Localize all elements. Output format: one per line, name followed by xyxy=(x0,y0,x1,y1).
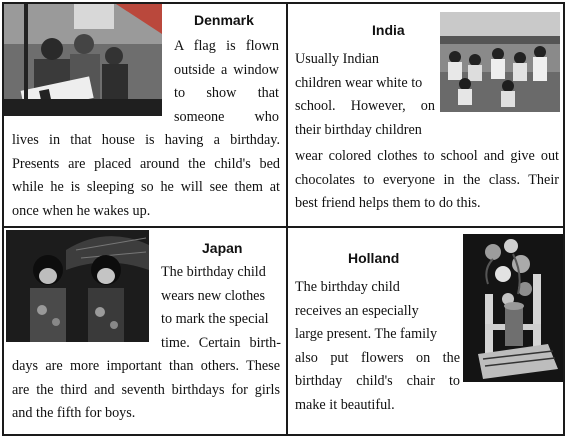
text-line: to mark the special xyxy=(161,311,269,328)
text-line: time. Certain birth- xyxy=(161,334,281,351)
text-line: The birthday child xyxy=(161,264,266,280)
text-line: children wear white to xyxy=(295,74,423,91)
india-text-left xyxy=(295,48,435,142)
text-line: best friend helps them to do this. xyxy=(295,195,481,212)
text-line: Usually Indian xyxy=(295,51,379,67)
text-line: their birthday children xyxy=(295,121,422,138)
text-line: A flag is flown xyxy=(174,38,279,54)
denmark-text-right xyxy=(174,35,279,129)
text-line: wear colored clothes to school and give out xyxy=(295,148,559,164)
india-text-full xyxy=(295,145,559,216)
japan-photo xyxy=(6,230,149,342)
text-line: birthday child's chair to xyxy=(295,373,460,390)
text-line: outside a window xyxy=(174,61,279,78)
japan-cell xyxy=(4,228,286,436)
holland-photo xyxy=(463,234,563,382)
text-line: once when he wakes up. xyxy=(12,202,151,219)
text-line: days are more important than others. These xyxy=(12,358,280,374)
holland-title: Holland xyxy=(348,250,400,266)
text-line: lives in that house is having a birthday. xyxy=(12,132,280,148)
denmark-photo xyxy=(4,4,162,116)
text-line: are the third and seventh birthdays for girls xyxy=(12,381,280,398)
india-title: India xyxy=(372,22,405,38)
text-line: Presents are placed around the child's bed xyxy=(12,155,280,172)
text-line: wears new clothes xyxy=(161,287,266,304)
text-line: The birthday child xyxy=(295,279,400,295)
japan-text-full xyxy=(12,355,280,426)
india-photo xyxy=(440,12,560,112)
denmark-text-full xyxy=(12,129,280,223)
denmark-title: Denmark xyxy=(194,12,254,28)
text-line: large present. The family xyxy=(295,326,438,343)
text-line: and the fifth for boys. xyxy=(12,405,136,422)
text-line: while he is sleeping so he will see them at xyxy=(12,179,280,196)
denmark-cell xyxy=(4,4,286,226)
text-line: make it beautiful. xyxy=(295,396,395,413)
india-cell xyxy=(288,4,565,226)
japan-title: Japan xyxy=(202,240,243,256)
holland-text-left xyxy=(295,276,460,418)
birthday-customs-table xyxy=(2,2,565,436)
japan-text-right xyxy=(161,261,281,355)
text-line: chocolates to everyone in the class. Their xyxy=(295,171,559,188)
text-line: also put flowers on the xyxy=(295,349,460,366)
holland-cell xyxy=(288,228,565,436)
text-line: to show that xyxy=(174,85,279,102)
text-line: school. However, on xyxy=(295,98,435,115)
text-line: receives an especially xyxy=(295,302,419,319)
text-line: someone who xyxy=(174,108,279,125)
